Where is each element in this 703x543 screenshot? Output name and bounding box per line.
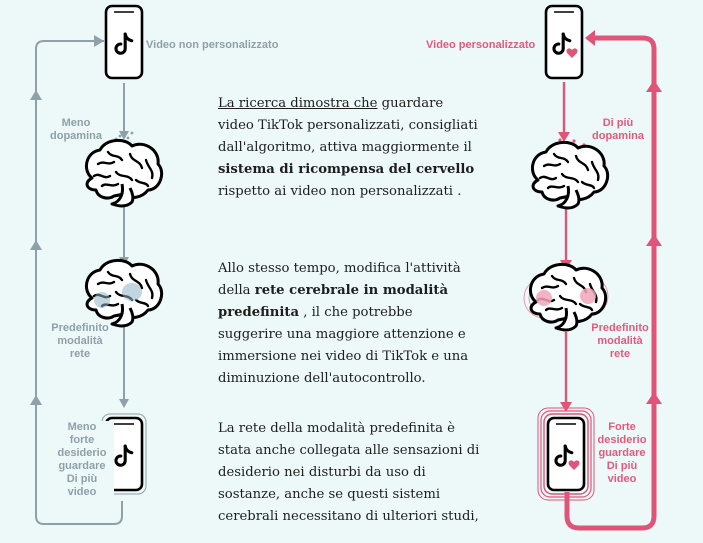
right-title: Video personalizzato [426,39,536,51]
left-phone-top [106,6,142,78]
p1-text-b: rispetto ai video non personalizzati . [218,184,462,199]
left-brain-dmn [86,260,161,326]
right-phone-top [546,6,582,78]
right-brain-dmn [524,264,608,330]
right-dmn-label: Predefinito modalità rete [591,322,649,360]
left-less-desire-label: Meno forte desiderio guardare Di più video [50,421,114,499]
left-title: Video non personalizzato [146,39,279,51]
research-link[interactable]: La ricerca dimostra che [218,96,378,111]
p1-text-a: guardare video TikTok personalizzati, consigliati dall'algoritmo, attiva maggiormente il [218,96,478,155]
p1-bold: sistema di ricompensa del cervello [218,162,475,177]
right-brain-top [532,142,607,208]
paragraph-2 [218,258,480,390]
p2-text-b: , il che potrebbe suggerire una maggiore attenzione e immersione nei video di TikTok e una diminuzione dell'autocontrollo. [218,305,469,386]
right-flow-thin [564,82,566,404]
p2-text-a: Allo stesso tempo, modifica l'attività della [218,261,461,298]
right-phone-bottom [538,408,594,500]
paragraph-3 [218,418,480,528]
right-more-desire-label: Forte desiderio guardare Di più video [597,421,647,485]
left-dmn-label: Predefinito modalità rete [51,322,109,360]
p3-text: La rete della modalità predefinita è stata anche collegata alle sensazioni di desiderio nei disturbi da uso di sostanze, anche se questi sistemi cerebrali necessitano di ulteriori studi, [218,421,480,524]
right-more-dopamine-label: Di più dopamina [592,117,644,142]
left-less-dopamine-label: Meno dopamina [50,117,102,142]
paragraph-1 [218,93,480,203]
p2-bold: rete cerebrale in modalità predefinita [218,283,448,320]
left-brain-top [86,140,161,206]
